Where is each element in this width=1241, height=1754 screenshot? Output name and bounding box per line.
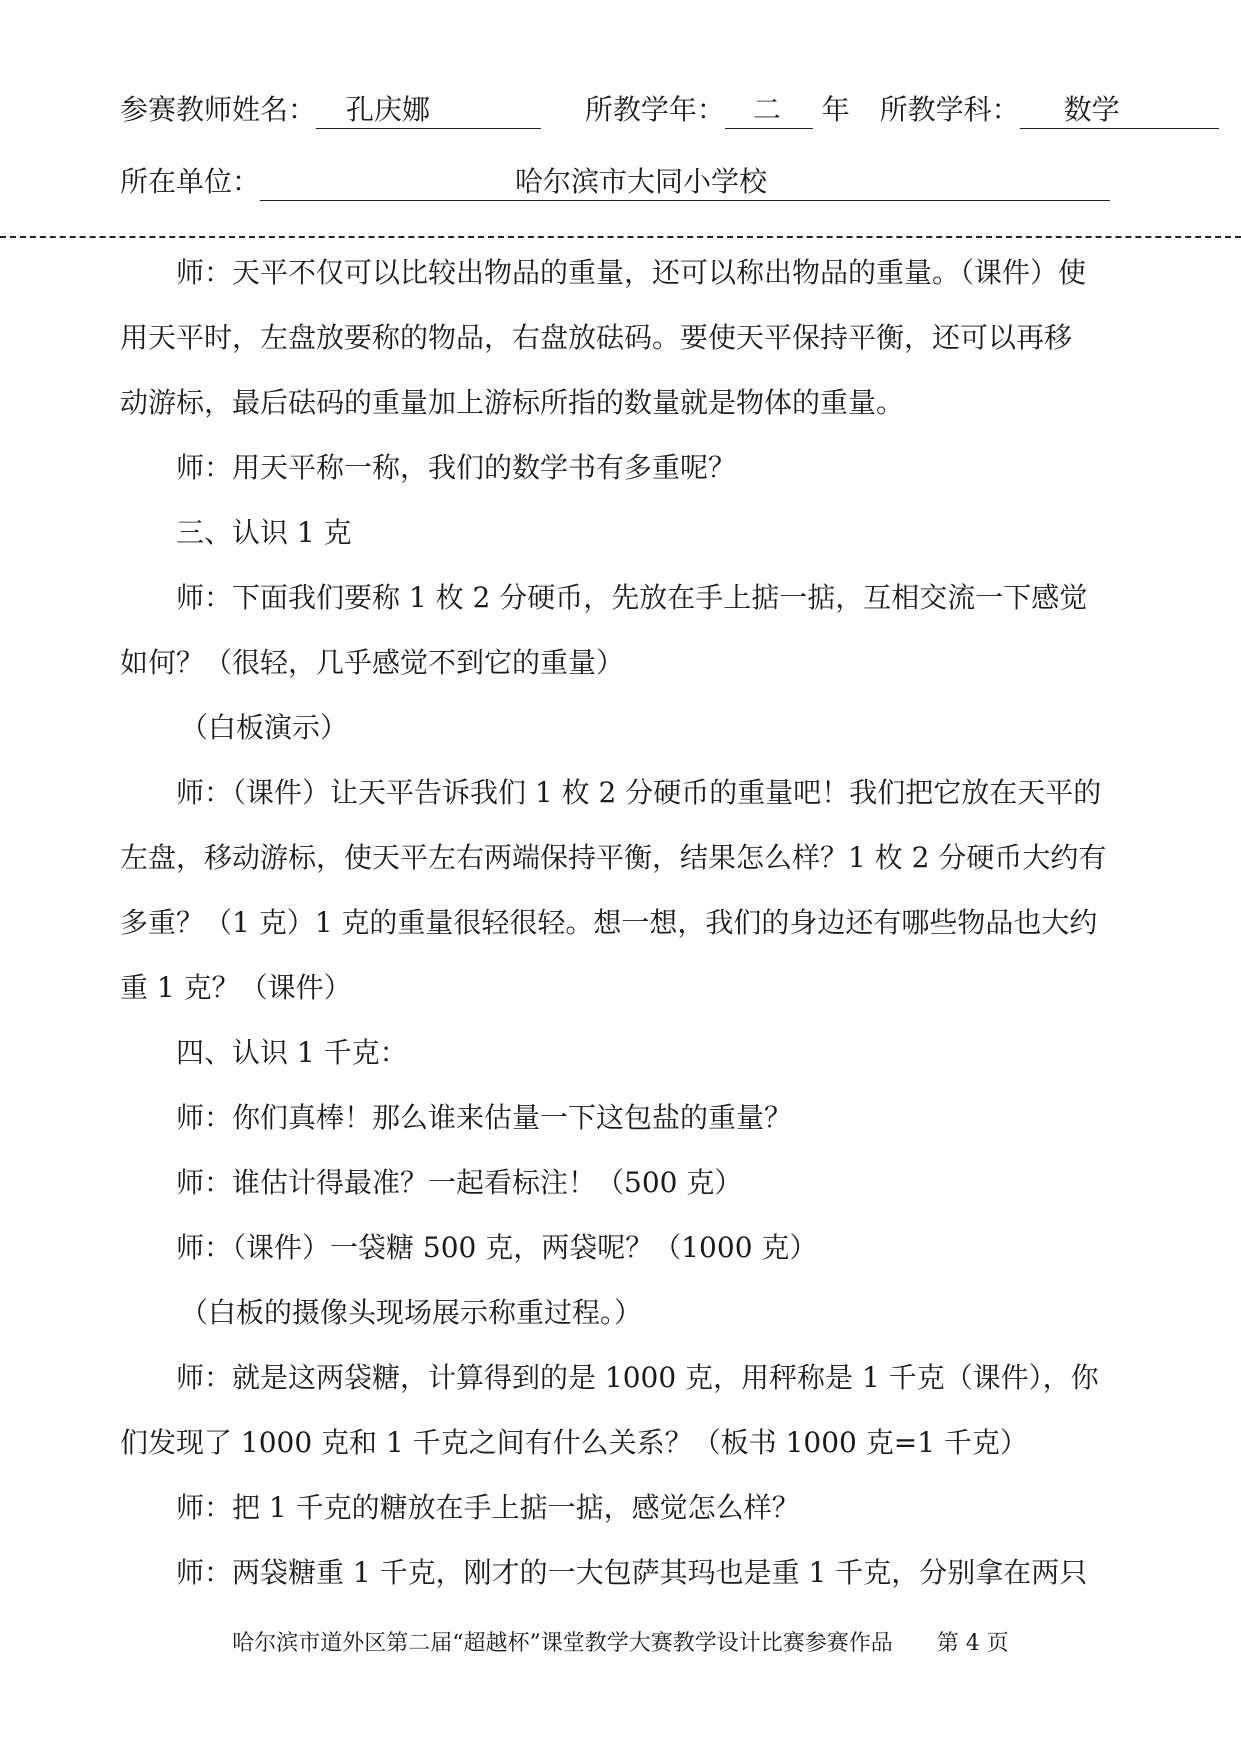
body-line: 动游标，最后砝码的重量加上游标所指的数量就是物体的重量。 xyxy=(120,386,905,419)
body-line: 师：（课件）让天平告诉我们 1 枚 2 分硬币的重量吧！我们把它放在天平的 xyxy=(176,776,1102,809)
teacher-label: 参赛教师姓名： xyxy=(120,93,317,126)
section-heading: 三、认识 1 克 xyxy=(176,516,352,549)
body-line: 用天平时，左盘放要称的物品，右盘放砝码。要使天平保持平衡，还可以再移 xyxy=(120,321,1073,354)
unit-label: 所在单位： xyxy=(120,165,261,198)
grade-value: 二 xyxy=(725,88,813,129)
body-line: 重 1 克？（课件） xyxy=(120,971,352,1004)
body-line: 师：（课件）一袋糖 500 克，两袋呢？（1000 克） xyxy=(176,1231,818,1264)
body-line: 如何？（很轻，几乎感觉不到它的重量） xyxy=(120,646,625,679)
body-line: 多重？（1 克）1 克的重量很轻很轻。想一想，我们的身边还有哪些物品也大约 xyxy=(120,906,1098,939)
subject-value: 数学 xyxy=(1020,88,1219,129)
subject-label: 所教学科： xyxy=(879,93,1020,126)
dashed-separator xyxy=(0,236,1241,238)
body-line: 师：把 1 千克的糖放在手上掂一掂，感觉怎么样？ xyxy=(176,1491,800,1524)
body-line: 师：用天平称一称，我们的数学书有多重呢？ xyxy=(176,451,737,484)
body-line: 师：下面我们要称 1 枚 2 分硬币，先放在手上掂一掂，互相交流一下感觉 xyxy=(176,581,1088,614)
unit-value: 哈尔滨市大同小学校 xyxy=(260,160,1110,201)
body-line: 师：你们真棒！那么谁来估量一下这包盐的重量？ xyxy=(176,1101,793,1134)
section-heading: 四、认识 1 千克： xyxy=(176,1036,408,1069)
paragraph-1 xyxy=(120,240,1130,1605)
page-number: 第 4 页 xyxy=(936,1631,1009,1656)
header-row-1 xyxy=(120,88,1219,129)
grade-suffix: 年 xyxy=(821,93,850,126)
body-line: （白板演示） xyxy=(180,711,349,744)
footer-text: 哈尔滨市道外区第二届“超越杯”课堂教学大赛教学设计比赛参赛作品 xyxy=(232,1631,893,1656)
body-line: 师：就是这两袋糖，计算得到的是 1000 克，用秤称是 1 千克（课件），你 xyxy=(176,1361,1099,1394)
page-footer xyxy=(0,1626,1241,1657)
teacher-name: 孔庆娜 xyxy=(316,88,541,129)
body-line: 师：谁估计得最准？一起看标注！（500 克） xyxy=(176,1166,743,1199)
body-line: 们发现了 1000 克和 1 千克之间有什么关系？（板书 1000 克=1 千克） xyxy=(120,1426,1028,1459)
grade-label: 所教学年： xyxy=(584,93,725,126)
body-line: （白板的摄像头现场展示称重过程。） xyxy=(180,1296,643,1329)
body-line: 左盘，移动游标，使天平左右两端保持平衡，结果怎么样？1 枚 2 分硬币大约有 xyxy=(120,841,1107,874)
body-line: 师：两袋糖重 1 千克，刚才的一大包萨其玛也是重 1 千克，分别拿在两只 xyxy=(176,1556,1088,1589)
body-line: 师：天平不仅可以比较出物品的重量，还可以称出物品的重量。（课件）使 xyxy=(176,256,1087,289)
header-row-2 xyxy=(120,160,1110,201)
